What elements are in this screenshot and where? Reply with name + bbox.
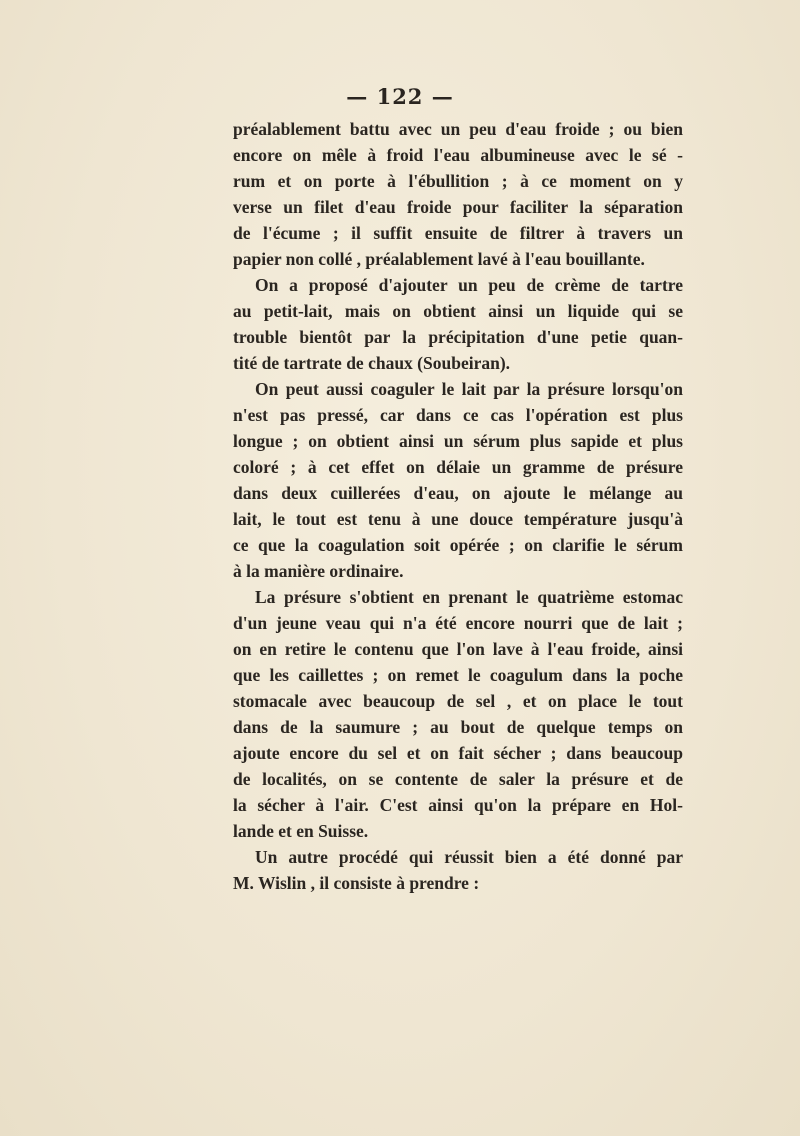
- text-line: ajoute encore du sel et on fait sécher ; dans beaucoup: [233, 743, 683, 763]
- text-line: au petit-lait, mais on obtient ainsi un liquide qui se: [233, 301, 683, 321]
- text-line: encore on mêle à froid l'eau albumineuse avec le sé -: [233, 145, 683, 165]
- text-line: Un autre procédé qui réussit bien a été donné par: [255, 847, 683, 867]
- body-text: [233, 116, 683, 896]
- text-line: longue ; on obtient ainsi un sérum plus sapide et plus: [233, 431, 683, 451]
- text-line: de localités, on se contente de saler la présure et de: [233, 769, 683, 789]
- text-line: lait, le tout est tenu à une douce température jusqu'à: [233, 509, 683, 529]
- text-line: coloré ; à cet effet on délaie un gramme de présure: [233, 457, 683, 477]
- text-line: M. Wislin , il consiste à prendre :: [233, 873, 480, 893]
- text-line: d'un jeune veau qui n'a été encore nourri que de lait ;: [233, 613, 683, 633]
- text-line: lande et en Suisse.: [233, 821, 369, 841]
- text-line: rum et on porte à l'ébullition ; à ce moment on y: [233, 171, 683, 191]
- text-line: on en retire le contenu que l'on lave à l'eau froide, ainsi: [233, 639, 683, 659]
- text-line: de l'écume ; il suffit ensuite de filtrer à travers un: [233, 223, 683, 243]
- page-number: — 122 —: [346, 84, 454, 109]
- text-line: la sécher à l'air. C'est ainsi qu'on la prépare en Hol-: [233, 795, 683, 815]
- text-line: dans deux cuillerées d'eau, on ajoute le mélange au: [233, 483, 683, 503]
- text-line: à la manière ordinaire.: [233, 561, 404, 581]
- text-line: ce que la coagulation soit opérée ; on clarifie le sérum: [233, 535, 683, 555]
- text-line: papier non collé , préalablement lavé à l'eau bouillante.: [233, 249, 645, 269]
- text-line: préalablement battu avec un peu d'eau froide ; ou bien: [233, 119, 683, 139]
- text-line: On a proposé d'ajouter un peu de crème de tartre: [255, 275, 683, 295]
- text-line: dans de la saumure ; au bout de quelque temps on: [233, 717, 683, 737]
- text-line: stomacale avec beaucoup de sel , et on place le tout: [233, 691, 683, 711]
- text-line: que les caillettes ; on remet le coagulum dans la poche: [233, 665, 683, 685]
- text-line: n'est pas pressé, car dans ce cas l'opération est plus: [233, 405, 683, 425]
- text-line: On peut aussi coaguler le lait par la présure lorsqu'on: [255, 379, 683, 399]
- text-line: tité de tartrate de chaux (Soubeiran).: [233, 353, 511, 373]
- text-line: La présure s'obtient en prenant le quatrième estomac: [255, 587, 683, 607]
- text-line: trouble bientôt par la précipitation d'une petie quan-: [233, 327, 683, 347]
- text-line: verse un filet d'eau froide pour faciliter la séparation: [233, 197, 683, 217]
